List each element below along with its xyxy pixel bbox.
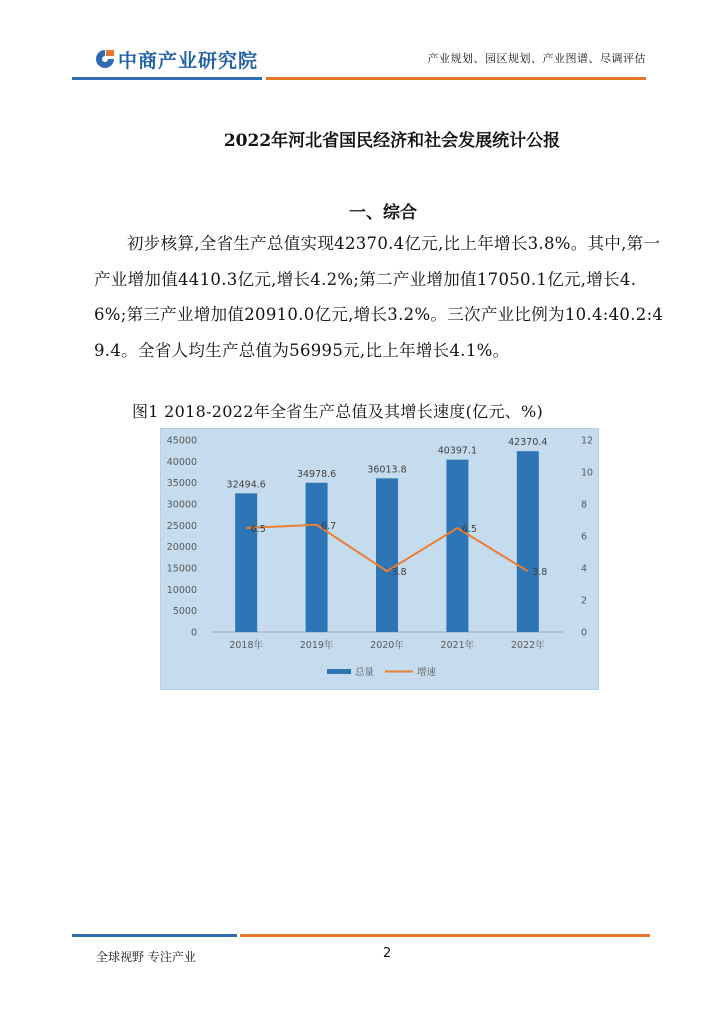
bar-value-label: 32494.6 xyxy=(226,479,266,491)
footer-divider-orange xyxy=(240,934,650,937)
page-number: 2 xyxy=(383,946,392,961)
bar-2020 xyxy=(376,478,398,632)
y-right-tick-label: 4 xyxy=(581,563,588,575)
footer-divider-blue xyxy=(72,934,237,937)
y-left-tick-label: 0 xyxy=(190,627,197,639)
legend-label-total: 总量 xyxy=(355,667,375,678)
document-title: 2022年河北省国民经济和社会发展统计公报 xyxy=(223,131,561,151)
line-value-label: 3.8 xyxy=(391,567,407,579)
x-tick-label: 2018年 xyxy=(229,640,264,651)
y-right-tick-label: 2 xyxy=(581,595,588,607)
bar-2022 xyxy=(517,451,539,632)
y-left-tick-label: 10000 xyxy=(166,584,197,596)
chart-canvas xyxy=(161,429,598,689)
body-paragraph: 初步核算,全省生产总值实现42370.4亿元,比上年增长3.8%。其中,第一产业增加值4410.3亿元,增长4.2%;第二产业增加值17050.1亿元,增长4.6%;第三产业增加值20910.0亿元,增长3.2%。三次产业比例为10.4:40.2:49.4。全省人均生产总值为56995元,比上年增长4.1%。 xyxy=(94,234,664,360)
x-tick-label: 2022年 xyxy=(510,640,545,651)
y-right-tick-label: 10 xyxy=(581,467,594,479)
footer-slogan: 全球视野 专注产业 xyxy=(96,950,196,964)
line-value-label: 6.5 xyxy=(461,524,477,535)
y-left-tick-label: 45000 xyxy=(166,435,197,447)
line-value-label: 3.8 xyxy=(532,567,548,579)
figure-caption: 图1 2018-2022年全省生产总值及其增长速度(亿元、%) xyxy=(132,402,544,421)
bar-2021 xyxy=(446,460,468,632)
y-left-tick-label: 20000 xyxy=(166,542,197,554)
y-left-tick-label: 5000 xyxy=(172,606,197,618)
y-right-tick-label: 0 xyxy=(581,627,588,639)
header-divider-orange xyxy=(266,77,646,80)
y-left-tick-label: 30000 xyxy=(166,499,197,511)
legend-swatch-total xyxy=(327,669,351,674)
gdp-chart xyxy=(160,428,599,690)
y-left-tick-label: 35000 xyxy=(166,478,197,490)
y-right-tick-label: 12 xyxy=(581,435,594,447)
line-value-label: 6.7 xyxy=(321,520,337,532)
header-tagline: 产业规划、园区规划、产业图谱、尽调评估 xyxy=(427,52,646,65)
bar-2019 xyxy=(306,483,328,632)
bar-value-label: 36013.8 xyxy=(367,464,407,476)
y-right-tick-label: 8 xyxy=(581,499,588,511)
y-right-tick-label: 6 xyxy=(581,531,588,543)
x-tick-label: 2021年 xyxy=(440,640,475,651)
logo-text: 中商产业研究院 xyxy=(118,49,259,72)
company-logo xyxy=(94,43,258,75)
bar-2018 xyxy=(235,493,257,632)
x-tick-label: 2020年 xyxy=(370,640,404,651)
legend-label-growth: 增速 xyxy=(417,667,437,678)
section-title: 一、综合 xyxy=(349,203,417,223)
header-divider-blue xyxy=(72,77,262,80)
y-left-tick-label: 15000 xyxy=(166,563,197,575)
bar-value-label: 40397.1 xyxy=(437,445,478,457)
y-left-tick-label: 40000 xyxy=(166,456,197,468)
x-tick-label: 2019年 xyxy=(299,640,334,651)
line-value-label: 6.5 xyxy=(250,524,266,535)
logo-icon xyxy=(94,48,116,70)
bar-value-label: 34978.6 xyxy=(296,468,337,480)
y-left-tick-label: 25000 xyxy=(166,520,197,532)
bar-value-label: 42370.4 xyxy=(508,437,548,449)
